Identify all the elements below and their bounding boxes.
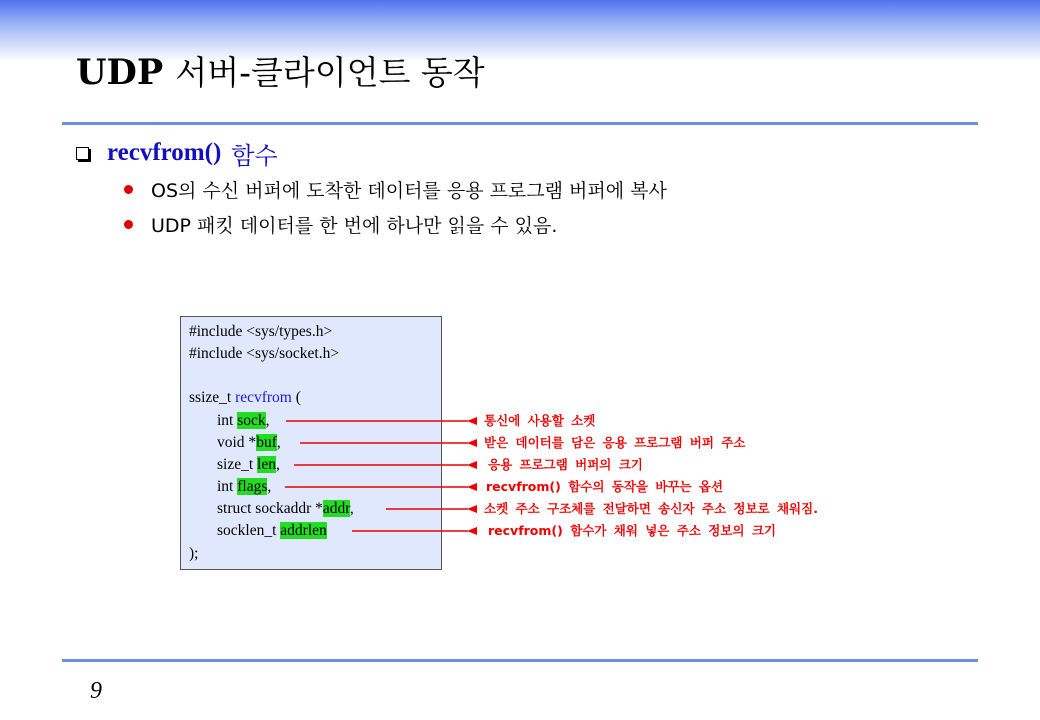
red-dot-bullet-icon bbox=[124, 185, 133, 194]
code-function-name: recvfrom bbox=[235, 389, 292, 406]
code-block bbox=[180, 316, 442, 570]
param-suffix: , bbox=[349, 500, 354, 517]
red-dot-bullet-icon bbox=[124, 220, 133, 229]
param-type: int bbox=[217, 478, 238, 495]
code-param-sock bbox=[217, 410, 270, 432]
section-korean-label: 함수 bbox=[231, 141, 278, 170]
footer-divider bbox=[62, 659, 978, 662]
param-name-highlight: addrlen bbox=[280, 522, 327, 539]
param-name-highlight: addr bbox=[322, 500, 350, 517]
code-close: ); bbox=[189, 545, 199, 562]
code-include-types: #include <sys/types.h> bbox=[189, 323, 333, 340]
bullet-item bbox=[124, 175, 667, 203]
bullet-text: OS의 수신 버퍼에 도착한 데이터를 응용 프로그램 버퍼에 복사 bbox=[151, 179, 667, 202]
code-param-buf bbox=[217, 432, 281, 454]
param-name-highlight: buf bbox=[256, 434, 277, 451]
bullet-text: UDP 패킷 데이터를 한 번에 하나만 읽을 수 있음. bbox=[151, 214, 558, 237]
code-signature bbox=[189, 387, 301, 409]
annotation-flags: recvfrom() 함수의 동작을 바꾸는 옵션 bbox=[486, 479, 724, 494]
header-divider bbox=[62, 122, 978, 125]
param-type: void * bbox=[217, 434, 257, 451]
title-korean: 서버-클라이언트 동작 bbox=[175, 53, 485, 92]
code-param-addr bbox=[217, 498, 354, 520]
bullet-item bbox=[124, 210, 557, 238]
code-return-type: ssize_t bbox=[189, 389, 236, 406]
page-title bbox=[76, 48, 485, 98]
code-param-len bbox=[217, 454, 280, 476]
annotation-addr: 소켓 주소 구조체를 전달하면 송신자 주소 정보로 채워짐. bbox=[484, 501, 818, 516]
param-suffix: , bbox=[265, 412, 270, 429]
code-param-flags bbox=[217, 476, 271, 498]
code-include-socket: #include <sys/socket.h> bbox=[189, 345, 340, 362]
section-heading bbox=[76, 137, 278, 169]
title-latin: UDP bbox=[76, 52, 164, 93]
code-param-addrlen bbox=[217, 520, 327, 542]
annotation-len: 응용 프로그램 버퍼의 크기 bbox=[488, 457, 643, 472]
param-type: size_t bbox=[217, 456, 258, 473]
param-name-highlight: len bbox=[257, 456, 276, 473]
page-number: 9 bbox=[90, 678, 102, 704]
section-function-name: recvfrom() bbox=[107, 139, 222, 166]
annotation-addrlen: recvfrom() 함수가 채워 넣은 주소 정보의 크기 bbox=[488, 523, 777, 538]
param-name-highlight: sock bbox=[237, 412, 266, 429]
param-type: int bbox=[217, 412, 238, 429]
param-suffix: , bbox=[276, 434, 281, 451]
square-bullet-icon bbox=[76, 147, 89, 160]
param-suffix: , bbox=[267, 478, 272, 495]
param-type: socklen_t bbox=[217, 522, 281, 539]
annotation-buf: 받은 데이터를 담은 응용 프로그램 버퍼 주소 bbox=[484, 435, 746, 450]
code-open-paren: ( bbox=[291, 389, 301, 406]
param-name-highlight: flags bbox=[237, 478, 268, 495]
annotation-sock: 통신에 사용할 소켓 bbox=[484, 413, 596, 428]
param-suffix: , bbox=[275, 456, 280, 473]
param-type: struct sockaddr * bbox=[217, 500, 323, 517]
